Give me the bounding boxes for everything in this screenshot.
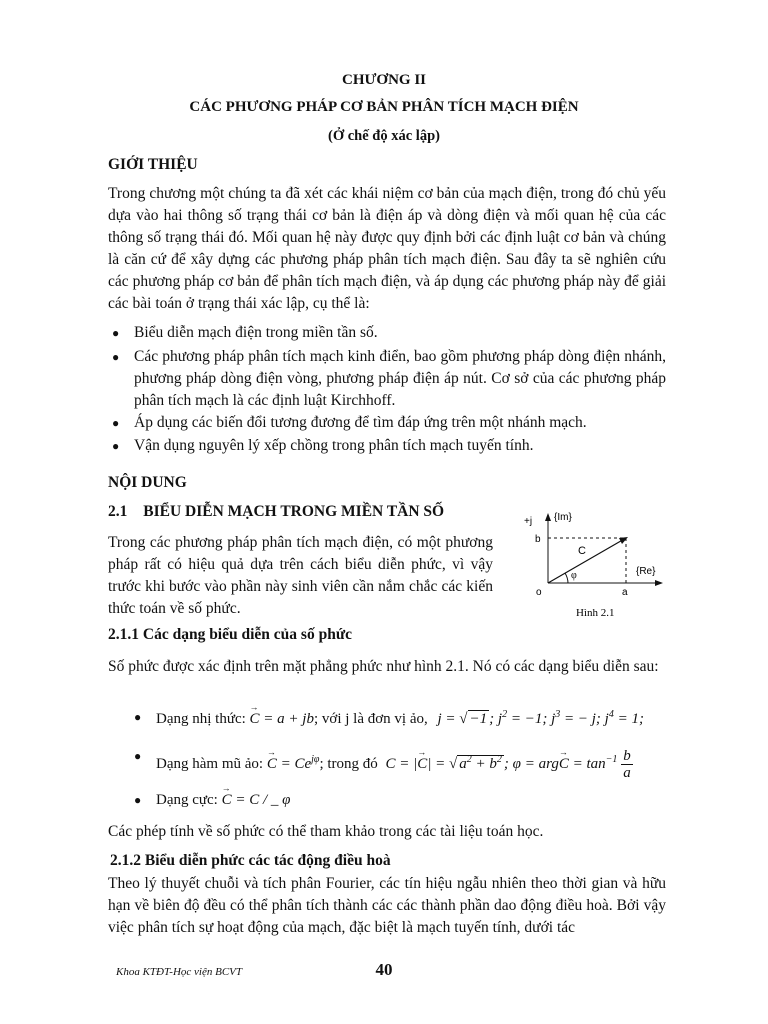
form-binomial <box>134 709 644 728</box>
formula-exponential: → $C = Ce^{j\varphi}$ <box>267 756 320 772</box>
form-text: ; trong đó <box>319 755 378 772</box>
origin-label: o <box>536 587 542 598</box>
intro-bullet <box>112 346 666 412</box>
formula-polar: → C = C / _ φ <box>222 792 291 808</box>
formula-modulus-arg: C = |→ C| = √ $a^2 + b^2$ ; $\varphi = arg\to C = \tan^{-1}$ <box>386 756 618 772</box>
formula-binomial: → C = a + jb <box>250 711 314 727</box>
axis-x-label: {Re} <box>636 566 656 577</box>
vector-label: C <box>578 545 586 557</box>
bullet-icon: ● <box>112 326 120 340</box>
bullet-icon: ● <box>112 350 120 364</box>
angle-arc <box>565 573 568 583</box>
bullet-text: Biểu diễn mạch điện trong miền tần số. <box>134 324 378 341</box>
intro-bullet <box>112 412 666 434</box>
form-label: Dạng nhị thức: <box>156 711 246 727</box>
bullet-icon: ● <box>134 710 142 724</box>
bullet-text: Vận dụng nguyên lý xếp chồng trong phân tích mạch tuyến tính. <box>134 437 534 454</box>
chapter-subtitle: (Ở chế độ xác lập) <box>328 128 440 144</box>
axis-y-symbol: +j <box>524 516 533 527</box>
intro-bullet <box>112 322 666 344</box>
intro-paragraph: Trong chương một chúng ta đã xét các khái niệm cơ bản của mạch điện, trong đó chủ yếu dựa vào hai thông số trạng thái cơ bản là điện áp và dòng điện và mối quan hệ của các thông số trạng thái đó. Mối quan hệ này được quy định bởi các định luật cơ bản và chúng là căn cứ để xây dựng các phương pháp phân tích mạch điện. Sau đây ta sẽ nghiên cứu các phương pháp cơ bản để phân tích mạch điện, và áp dụng các phương pháp này để giải các bài toán ở trạng thái xác lập, cụ thể là: <box>108 185 666 312</box>
bullet-text: Các phương pháp phân tích mạch kinh điển, bao gồm phương pháp dòng điện nhánh, phương pháp dòng điện vòng, phương pháp điện áp nút. Cơ sở của các phương pháp phân tích mạch là các định luật Kirchhoff. <box>134 348 666 409</box>
page-number: 40 <box>375 960 393 979</box>
bullet-text: Áp dụng các biến đổi tương đương để tìm đáp ứng trên một nhánh mạch. <box>134 414 587 431</box>
form-label: Dạng cực: <box>156 792 218 808</box>
intro-bullet <box>112 435 666 457</box>
section-2-1-2-paragraph: Theo lý thuyết chuỗi và tích phân Fourier, các tín hiệu ngẫu nhiên theo thời gian và hữu hạn về biên độ đều có thể phân tích thành các các thành phần dao động điều hoà. Bởi vậy việc phân tích sự hoạt động của mạch, đặc biệt là mạch tuyến tính, dưới tác <box>108 875 666 936</box>
real-axis-arrow-icon <box>655 580 663 586</box>
section-2-1-heading <box>108 503 444 521</box>
content-heading: NỘI DUNG <box>108 474 187 491</box>
bullet-icon: ● <box>134 749 142 763</box>
bullet-icon: ● <box>134 793 142 807</box>
point-b-label: b <box>535 534 541 545</box>
section-2-1-1-paragraph: Số phức được xác định trên mặt phẳng phức như hình 2.1. Nó có các dạng biểu diễn sau: <box>108 658 659 675</box>
axis-y-label: {Im} <box>554 512 572 523</box>
form-polar <box>134 792 291 809</box>
figure-caption: Hình 2.1 <box>576 607 615 619</box>
formula-fraction: $\frac{b}{a}$ <box>623 748 631 781</box>
angle-label: φ <box>571 570 577 581</box>
point-a-label: a <box>622 587 628 598</box>
formula-imag-unit: j = √ −1 ; $j^2 = -1$; $j^3$ = − j; $j^4 = 1$; <box>437 709 644 727</box>
chapter-number: CHƯƠNG II <box>341 72 427 88</box>
section-title: BIỂU DIỄN MẠCH TRONG MIỀN TẦN SỐ <box>143 503 445 520</box>
form-text: ; với j là đơn vị ảo, <box>313 711 428 727</box>
imag-axis-arrow-icon <box>545 513 551 521</box>
form-label: Dạng hàm mũ ảo: <box>156 755 264 772</box>
footer-institution: Khoa KTĐT-Học viện BCVT <box>116 966 242 978</box>
complex-note: Các phép tính về số phức có thể tham khảo trong các tài liệu toán học. <box>108 823 544 840</box>
vector-c <box>548 538 626 583</box>
intro-heading: GIỚI THIỆU <box>108 156 198 173</box>
section-2-1-paragraph: Trong các phương pháp phân tích mạch điện, có một phương pháp rất có hiệu quả dựa trên cách biểu diễn phức, vì vậy trước khi bước vào phần này sinh viên cần nắm chắc các kiến thức toán về số phức. <box>108 534 493 617</box>
chapter-title: CÁC PHƯƠNG PHÁP CƠ BẢN PHÂN TÍCH MẠCH ĐIỆN <box>189 99 579 115</box>
bullet-icon: ● <box>112 416 120 430</box>
section-2-1-2-heading: 2.1.2 Biểu diễn phức các tác động điều hoà <box>110 852 391 869</box>
bullet-icon: ● <box>112 439 120 453</box>
section-2-1-1-heading: 2.1.1 Các dạng biểu diễn của số phức <box>108 626 352 643</box>
section-number: 2.1 <box>108 503 128 520</box>
complex-plane-figure <box>518 508 668 628</box>
form-exponential <box>134 748 633 781</box>
